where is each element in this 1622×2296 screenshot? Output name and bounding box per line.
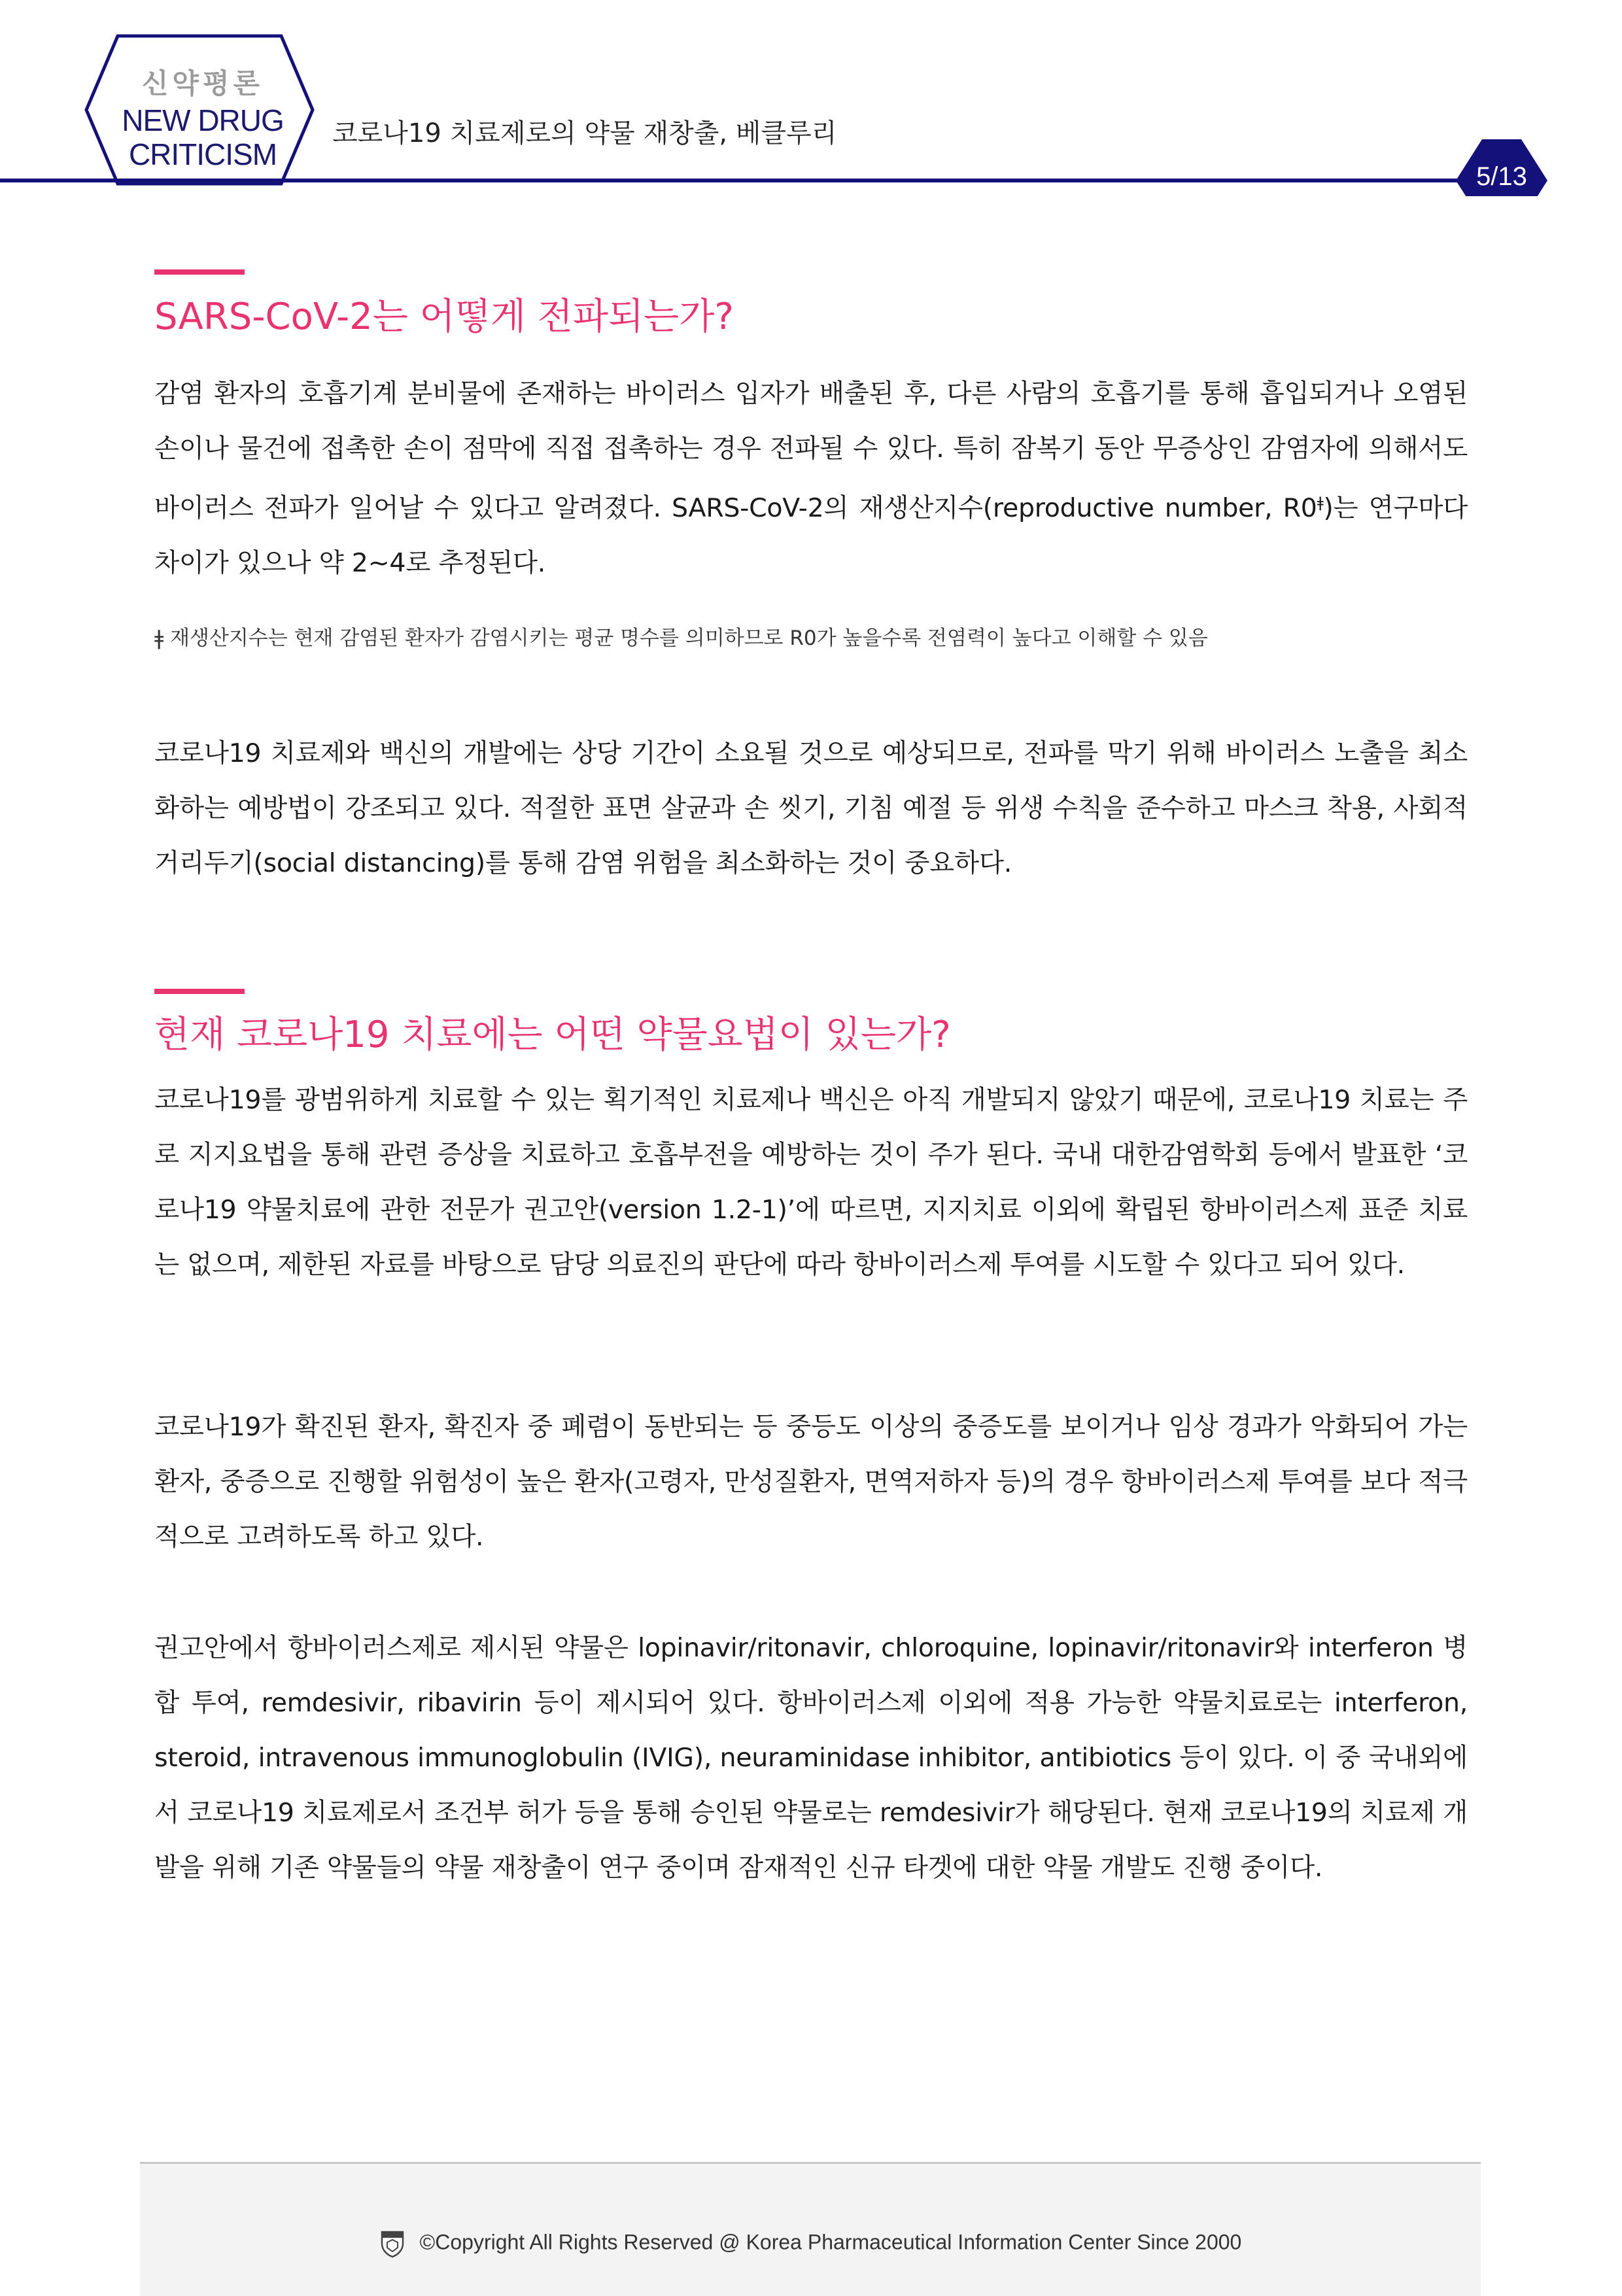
footnote-marker: ǂ [1317, 495, 1324, 511]
footnote: ǂ 재생산지수는 현재 감염된 환자가 감염시키는 평균 명수를 의미하므로 R0가 높을수록 전염력이 높다고 이해할 수 있음 [154, 626, 1208, 650]
document-title: 코로나19 치료제로의 약물 재창출, 베클루리 [332, 118, 837, 148]
section2-paragraph3: 권고안에서 항바이러스제로 제시된 약물은 lopinavir/ritonavir, chloroquine, lopinavir/ritonavir와 interferon 병합 투여, remdesivir, ribavirin 등이 제시되어 있다. 항바이러스제 이외에 적용 가능한 약물치료로는 interferon, steroid, intravenous immunoglobulin (IVIG), neuraminidase inhibitor, antibiotics 등이 있다. 이 중 국내외에서 코로나19 치료제로서 조건부 허가 등을 통해 승인된 약물로는 remdesivir가 해당된다. 현재 코로나19의 치료제 개발을 위해 기존 약물들의 약물 재창출이 연구 중이며 잠재적인 신규 타겟에 대한 약물 개발도 진행 중이다. [154, 1633, 1468, 1883]
section1-paragraph1 [154, 366, 1468, 591]
logo-korean: 신약평론 [141, 67, 264, 99]
section1-paragraph2: 코로나19 치료제와 백신의 개발에는 상당 기간이 소요될 것으로 예상되므로, 전파를 막기 위해 바이러스 노출을 최소화하는 예방법이 강조되고 있다. 적절한 표면 살균과 손 씻기, 기침 예절 등 위생 수칙을 준수하고 마스크 착용, 사회적 거리두기(social distancing)를 통해 감염 위험을 최소화하는 것이 중요하다. [154, 738, 1468, 878]
copyright-text: ©Copyright All Rights Reserved @ Korea Pharmaceutical Information Center Since 2000 [419, 2230, 1242, 2254]
section2-accent-bar [154, 989, 245, 994]
section1-accent-bar [154, 269, 245, 275]
page-number: 5/13 [1476, 162, 1527, 191]
shield-logo-icon [379, 2229, 406, 2258]
section1-paragraph1-text: 감염 환자의 호흡기계 분비물에 존재하는 바이러스 입자가 배출된 후, 다른 사람의 호흡기를 통해 흡입되거나 오염된 손이나 물건에 접촉한 손이 점막에 직접 접촉하는 경우 전파될 수 있다. 특히 잠복기 동안 무증상인 감염자에 의해서도 바이러스 전파가 일어날 수 있다고 알려졌다. SARS-CoV-2의 재생산지수(reproductive number, R0 [154, 379, 1468, 524]
section2-paragraph1: 코로나19를 광범위하게 치료할 수 있는 획기적인 치료제나 백신은 아직 개발되지 않았기 때문에, 코로나19 치료는 주로 지지요법을 통해 관련 증상을 치료하고 호흡부전을 예방하는 것이 주가 된다. 국내 대한감염학회 등에서 발표한 ‘코로나19 약물치료에 관한 전문가 권고안(version 1.2-1)’에 따르면, 지지치료 이외에 확립된 항바이러스제 표준 치료는 없으며, 제한된 자료를 바탕으로 담당 의료진의 판단에 따라 항바이러스제 투여를 시도할 수 있다고 되어 있다. [154, 1085, 1468, 1280]
section2-paragraph2: 코로나19가 확진된 환자, 확진자 중 폐렴이 동반되는 등 중등도 이상의 중증도를 보이거나 임상 경과가 악화되어 가는 환자, 중증으로 진행할 위험성이 높은 환자(고령자, 만성질환자, 면역저하자 등)의 경우 항바이러스제 투여를 보다 적극적으로 고려하도록 하고 있다. [154, 1412, 1468, 1552]
footer-content [140, 2229, 1481, 2258]
logo-english-line2: CRITICISM [128, 137, 277, 171]
section1-heading: SARS-CoV-2는 어떻게 전파되는가? [154, 296, 734, 338]
logo-english [118, 103, 288, 171]
logo-english-line1: NEW DRUG [122, 103, 284, 137]
page-footer [140, 2162, 1481, 2296]
section1-paragraph1-tail: )는 연구마다 차이가 있으나 약 2~4로 추정된다. [154, 493, 1468, 579]
page-header [0, 0, 1622, 196]
section2-heading: 현재 코로나19 치료에는 어떤 약물요법이 있는가? [154, 1014, 951, 1056]
